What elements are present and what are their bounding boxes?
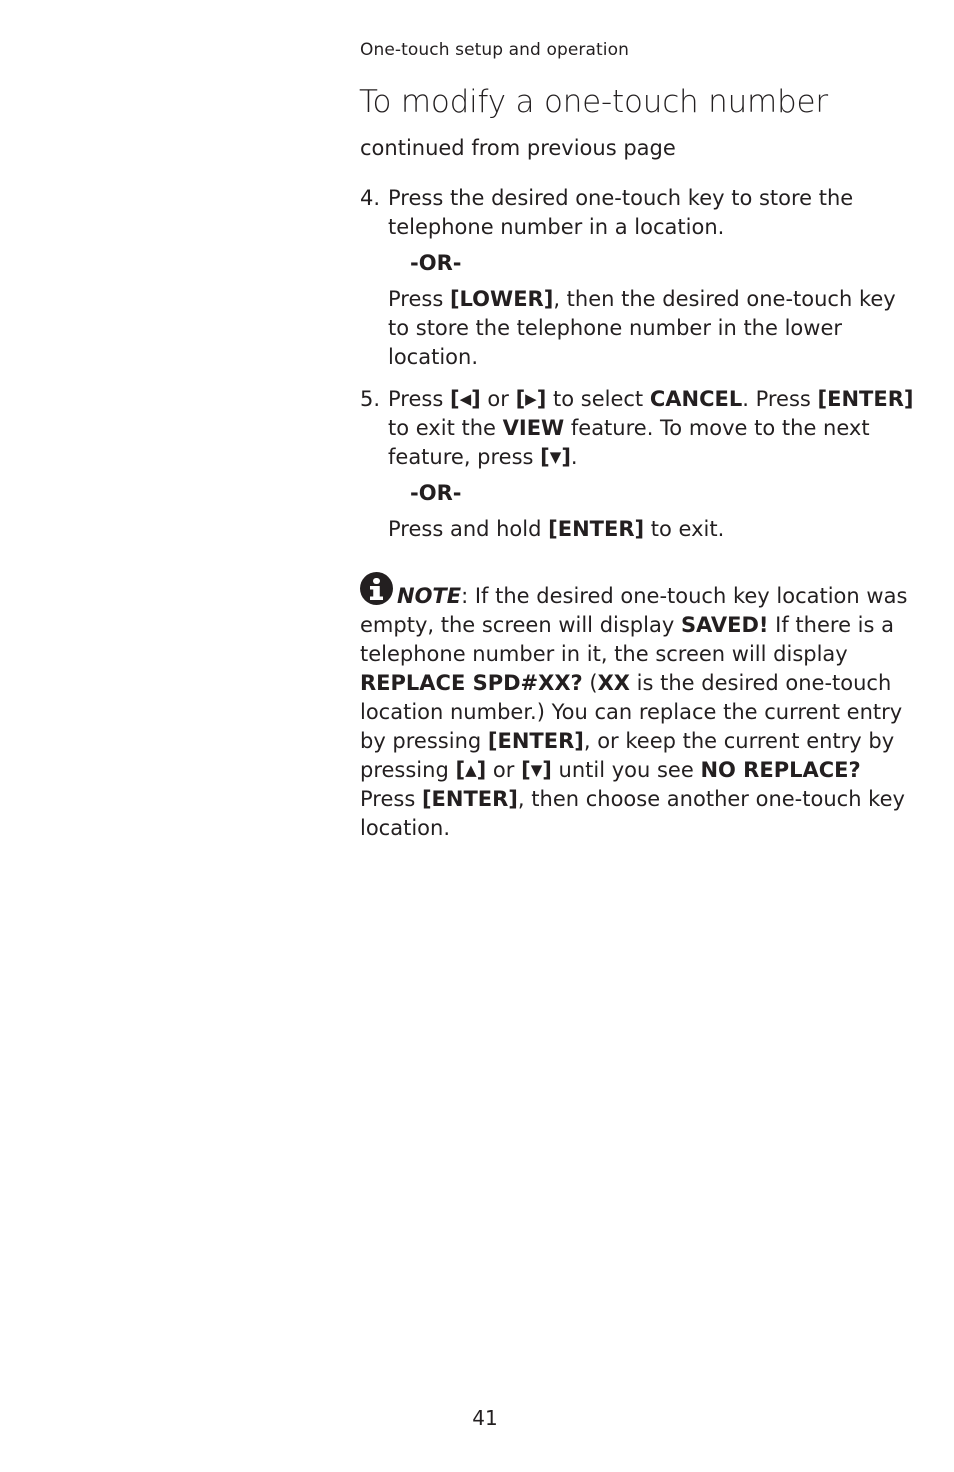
text-segment: . Press: [742, 387, 818, 411]
step-alt-pre: Press: [388, 287, 450, 311]
bracket: [: [455, 758, 466, 782]
up-key: [455, 758, 486, 782]
text-segment: feature. To move to the next feature, press: [388, 416, 870, 469]
left-arrow-icon: ◀: [459, 390, 472, 408]
left-key: [450, 387, 481, 411]
step-alt-post: , then the desired one-touch key to store the telephone number in the lower location.: [388, 287, 896, 369]
step-alt-text: [388, 515, 920, 544]
view-label: VIEW: [502, 416, 565, 440]
continued-note: continued from previous page: [360, 136, 676, 160]
text-segment: to exit the: [388, 416, 503, 440]
down-key: [540, 445, 571, 469]
steps-list: [360, 184, 920, 544]
text-segment: is the desired one-touch location number.) You can replace the current entry by pressing: [360, 671, 903, 753]
step-alt-pre: Press and hold: [388, 517, 549, 541]
enter-key: [ENTER]: [817, 387, 914, 411]
bracket: [: [540, 445, 550, 469]
saved-label: SAVED!: [680, 613, 769, 637]
bracket: ]: [536, 387, 547, 411]
step-number: 5.: [360, 387, 381, 411]
up-arrow-icon: ▲: [465, 761, 477, 779]
bracket: [: [521, 758, 531, 782]
enter-key: [ENTER]: [548, 517, 645, 541]
bracket: ]: [476, 758, 487, 782]
text-segment: or: [486, 758, 522, 782]
note-block: [360, 572, 920, 843]
down-arrow-icon: ▼: [530, 761, 543, 779]
text-segment: : If the desired one-touch key location was empty, the screen will display: [360, 584, 908, 637]
text-segment: Press: [360, 787, 422, 811]
down-key: [521, 758, 552, 782]
text-segment: or: [480, 387, 516, 411]
step-5: [360, 385, 920, 544]
right-arrow-icon: ▶: [525, 390, 537, 408]
xx-label: XX: [597, 671, 630, 695]
text-segment: , then choose another one-touch key location.: [360, 787, 905, 840]
bracket: ]: [542, 758, 552, 782]
replace-label: REPLACE SPD#XX?: [360, 671, 583, 695]
down-arrow-icon: ▼: [549, 448, 562, 466]
bracket: [: [515, 387, 526, 411]
page-number: 41: [472, 1406, 498, 1430]
enter-key: [ENTER]: [421, 787, 518, 811]
page-title: To modify a one-touch number: [359, 84, 828, 120]
text-segment: If there is a telephone number in it, the screen will display: [360, 613, 894, 666]
text-segment: , or keep the current entry by pressing: [360, 729, 895, 782]
bracket: ]: [471, 387, 481, 411]
cancel-label: CANCEL: [649, 387, 743, 411]
lower-key: [LOWER]: [449, 287, 554, 311]
step-number: 4.: [360, 186, 381, 210]
step-alt-post: to exit.: [644, 517, 725, 541]
text-segment: to select: [546, 387, 650, 411]
step-alt-text: [388, 285, 920, 372]
bracket: [: [449, 387, 460, 411]
text-segment: until you see: [551, 758, 701, 782]
step-text: [388, 385, 920, 472]
step-text-main: Press the desired one-touch key to store the telephone number in a location.: [388, 186, 854, 239]
text-segment: .: [570, 445, 578, 469]
enter-key: [ENTER]: [487, 729, 584, 753]
step-text: [388, 184, 920, 242]
section-header: One-touch setup and operation: [360, 40, 629, 60]
no-replace-label: NO REPLACE?: [700, 758, 861, 782]
bracket: ]: [561, 445, 571, 469]
text-segment: Press: [388, 387, 450, 411]
info-icon: [360, 572, 393, 605]
text-segment: (: [582, 671, 598, 695]
right-key: [516, 387, 547, 411]
or-separator: -OR-: [410, 481, 462, 505]
note-label: NOTE: [397, 584, 462, 608]
or-separator: -OR-: [410, 251, 462, 275]
step-4: [360, 184, 920, 372]
